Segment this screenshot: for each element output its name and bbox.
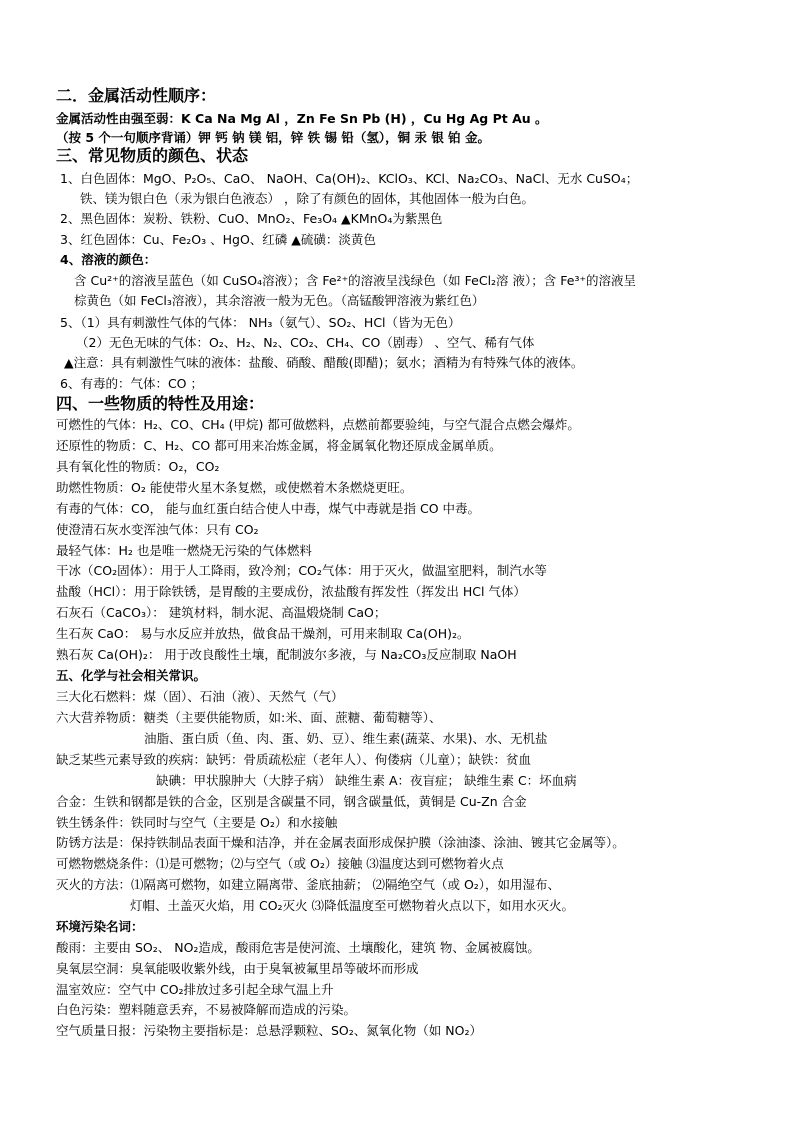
flammable-gases: 可燃性的气体：H₂、CO、CH₄ (甲烷) 都可做燃料，点燃前都要验纯，与空气混合点燃会爆炸。: [56, 417, 580, 432]
metal-activity-order: 金属活动性由强至弱：K Ca Na Mg Al ，Zn Fe Sn Pb (H) ，Cu Hg Ag Pt Au 。: [56, 111, 548, 126]
combustion-conditions: 可燃物燃烧条件：⑴是可燃物；⑵与空气（或 O₂）接触 ⑶温度达到可燃物着火点: [56, 856, 504, 871]
toxic-gas: 有毒的气体：CO， 能与血红蛋白结合使人中毒，煤气中毒就是指 CO 中毒。: [56, 501, 481, 516]
oxidizing-substances: 具有氧化性的物质：O₂，CO₂: [56, 459, 220, 474]
ozone-hole: 臭氧层空洞：臭氧能吸收紫外线，由于臭氧被氟里昂等破坏而形成: [56, 961, 419, 976]
slaked-lime: 熟石灰 Ca(OH)₂： 用于改良酸性土壤，配制波尔多液，与 Na₂CO₃反应制取 NaOH: [56, 647, 517, 662]
irritant-liquids-note: ▲注意：具有刺激性气味的液体：盐酸、硝酸、醋酸(即醋)；氨水；酒精为有特殊气体的液体。: [64, 355, 584, 370]
nutrients-line2: 油脂、蛋白质（鱼、肉、蛋、奶、豆）、维生素(蔬菜、水果)、水、无机盐: [144, 731, 548, 746]
section-heading-metal-activity: 二．金属活动性顺序：: [56, 86, 217, 105]
nutrients-line1: 六大营养物质：糖类（主要供能物质，如:米、面、蔗糖、葡萄糖等）、: [56, 710, 442, 725]
combustion-supporting: 助燃性物质：O₂ 能使带火星木条复燃，或使燃着木条燃烧更旺。: [56, 480, 413, 495]
fire-extinguish-line2: 灯帽、土盖灭火焰，用 CO₂灭火 ⑶降低温度至可燃物着火点以下，如用水灭火。: [130, 898, 575, 913]
reducing-substances: 还原性的物质：C、H₂、CO 都可用来冶炼金属，将金属氧化物还原成金属单质。: [56, 438, 502, 453]
deficiency-line1: 缺乏某些元素导致的疾病：缺钙：骨质疏松症（老年人）、佝偻病（儿童）；缺铁：贫血: [56, 752, 532, 767]
white-pollution: 白色污染：塑料随意丢弃，不易被降解而造成的污染。: [56, 1002, 357, 1017]
black-solids: 2、黑色固体：炭粉、铁粉、CuO、MnO₂、Fe₃O₄ ▲KMnO₄为紫黑色: [60, 211, 443, 226]
fire-extinguish-line1: 灭火的方法：⑴隔离可燃物，如建立隔离带、釜底抽薪； ⑵隔绝空气（或 O₂），如用湿布、: [56, 877, 561, 892]
solution-colors-line1: 含 Cu²⁺的溶液呈蓝色（如 CuSO₄溶液）；含 Fe²⁺的溶液呈浅绿色（如 FeCl₂溶 液）；含 Fe³⁺的溶液呈: [74, 273, 637, 288]
section-heading-properties: 四、一些物质的特性及用途：: [56, 394, 265, 413]
irritant-gases: 5、（1）具有刺激性气体的气体： NH₃（氨气）、SO₂、HCl（皆为无色）: [60, 315, 461, 330]
metal-activity-mnemonic: （按 5 个一句顺序背诵）钾 钙 钠 镁 铝，锌 铁 锡 铅（氢），铜 汞 银 铂 金。: [56, 130, 491, 145]
solution-colors-line2: 棕黄色（如 FeCl₃溶液），其余溶液一般为无色。（高锰酸钾溶液为紫红色）: [74, 293, 485, 308]
limestone: 石灰石（CaCO₃）： 建筑材料，制水泥、高温煅烧制 CaO；: [56, 605, 387, 620]
limewater-gas: 使澄清石灰水变浑浊气体：只有 CO₂: [56, 522, 259, 537]
alloy: 合金：生铁和钢都是铁的合金，区别是含碳量不同，钢含碳量低，黄铜是 Cu-Zn 合金: [56, 794, 527, 809]
section-heading-colors: 三、常见物质的颜色、状态: [56, 146, 249, 165]
fossil-fuels: 三大化石燃料：煤（固）、石油（液）、天然气（气）: [56, 689, 344, 704]
toxic-substances: 6、有毒的：气体：CO ；: [60, 376, 203, 391]
odorless-gases: （2）无色无味的气体：O₂、H₂、N₂、CO₂、CH₄、CO（剧毒） 、空气、稀有气体: [76, 335, 535, 350]
section-heading-society: 五、化学与社会相关常识。: [56, 668, 207, 683]
hydrochloric-acid: 盐酸（HCl）：用于除铁锈，是胃酸的主要成份，浓盐酸有挥发性（挥发出 HCl 气体）: [56, 584, 526, 599]
rust-conditions: 铁生锈条件：铁同时与空气（主要是 O₂）和水接触: [56, 815, 338, 830]
red-solids: 3、红色固体：Cu、Fe₂O₃ 、HgO、红磷 ▲硫磺：淡黄色: [60, 232, 376, 247]
acid-rain: 酸雨：主要由 SO₂、 NO₂造成，酸雨危害是使河流、土壤酸化，建筑 物、金属被腐蚀。: [56, 940, 540, 955]
air-quality-report: 空气质量日报：污染物主要指标是：总悬浮颗粒、SO₂、氮氧化物（如 NO₂）: [56, 1023, 482, 1038]
white-solids-note: 铁、镁为银白色（汞为银白色液态） ，除了有颜色的固体，其他固体一般为白色。: [80, 191, 534, 206]
rust-prevention: 防锈方法是：保持铁制品表面干燥和洁净，并在金属表面形成保护膜（涂油漆、涂油、镀其它金属等）。: [56, 835, 625, 850]
greenhouse-effect: 温室效应：空气中 CO₂排放过多引起全球气温上升: [56, 982, 334, 997]
lightest-gas: 最轻气体：H₂ 也是唯一燃烧无污染的气体燃料: [56, 543, 312, 558]
white-solids: 1、白色固体：MgO、P₂O₅、CaO、 NaOH、Ca(OH)₂、KClO₃、KCl、Na₂CO₃、NaCl、无水 CuSO₄；: [60, 171, 639, 186]
deficiency-line2: 缺碘：甲状腺肿大（大脖子病） 缺维生素 A：夜盲症； 缺维生素 C：坏血病: [156, 773, 577, 788]
dry-ice: 干冰（CO₂固体）：用于人工降雨，致冷剂；CO₂气体：用于灭火，做温室肥料，制汽水等: [56, 563, 547, 578]
pollution-terms-title: 环境污染名词：: [56, 919, 144, 934]
solution-colors-title: 4、溶液的颜色：: [60, 252, 157, 267]
quicklime: 生石灰 CaO： 易与水反应并放热，做食品干燥剂，可用来制取 Ca(OH)₂。: [56, 626, 470, 641]
